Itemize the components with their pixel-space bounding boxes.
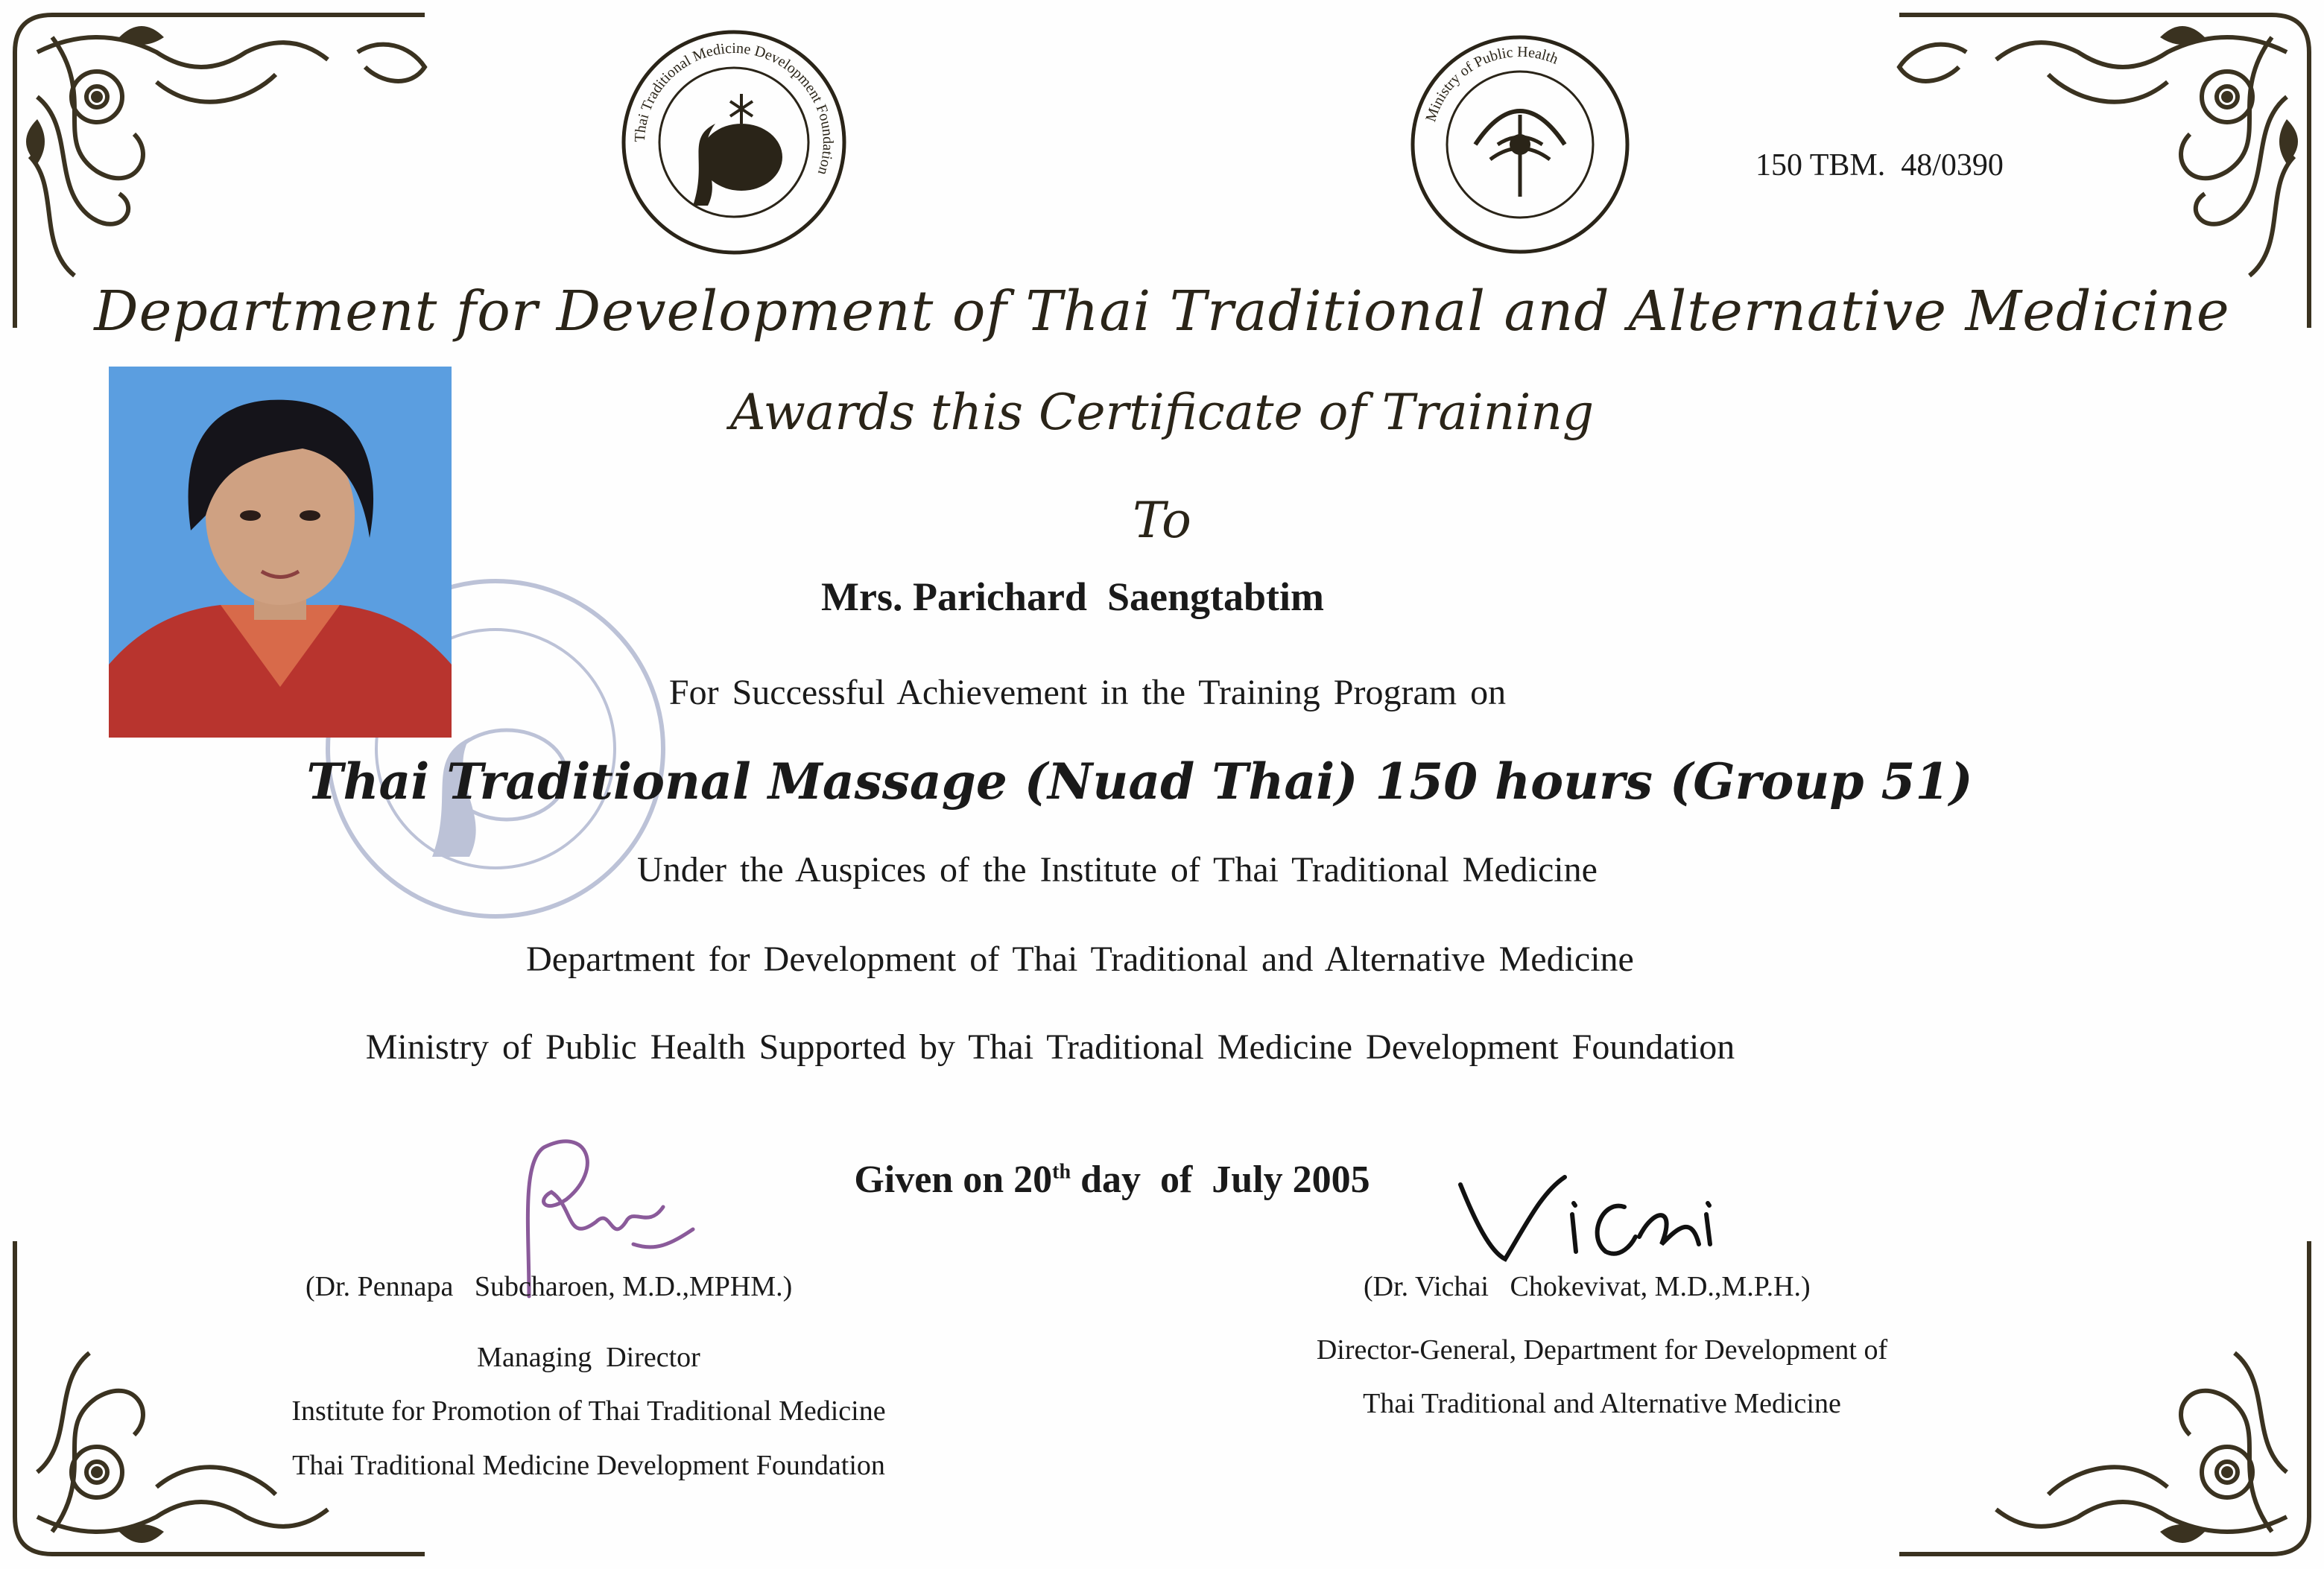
certificate-award-line: Awards this Certificate of Training xyxy=(729,384,1595,441)
left-signatory-title-3: Thai Traditional Medicine Development Foundation xyxy=(292,1450,885,1481)
right-signatory-title-1: Director-General, Department for Development of xyxy=(1316,1334,1888,1366)
auspices-line-1: Under the Auspices of the Institute of Thai Traditional Medicine xyxy=(637,850,1598,890)
given-date-rest: day of July 2005 xyxy=(1071,1158,1370,1201)
right-signatory-title-2: Thai Traditional and Alternative Medicine xyxy=(1363,1388,1841,1419)
auspices-line-2: Department for Development of Thai Traditional and Alternative Medicine xyxy=(526,939,1634,979)
left-signatory-title-2: Institute for Promotion of Thai Traditional Medicine xyxy=(291,1395,886,1427)
certificate-issuer-heading: Department for Development of Thai Traditional and Alternative Medicine xyxy=(94,279,2230,343)
given-date-ordinal: th xyxy=(1052,1160,1071,1184)
reference-number: 150 TBM. 48/0390 xyxy=(1755,148,2004,183)
program-title: Thai Traditional Massage (Nuad Thai) 150 hours (Group 51) xyxy=(306,752,1973,811)
achievement-line: For Successful Achievement in the Training Program on xyxy=(668,673,1507,712)
left-signatory-title-1: Managing Director xyxy=(477,1342,700,1373)
svg-text:Ministry of Public Health: Ministry of Public Health xyxy=(1422,43,1561,124)
svg-text:Thai Traditional Medicine Deve: Thai Traditional Medicine Development Foundation xyxy=(631,39,837,177)
left-signatory-name: (Dr. Pennapa Subcharoen, M.D.,MPHM.) xyxy=(305,1271,793,1302)
right-signature xyxy=(1453,1162,1751,1281)
ministry-seal xyxy=(1408,33,1632,256)
foundation-seal xyxy=(618,27,849,258)
given-date xyxy=(0,1114,2264,1202)
recipient-name: Mrs. Parichard Saengtabtim xyxy=(821,574,1324,619)
right-signatory-name: (Dr. Vichai Chokevivat, M.D.,M.P.H.) xyxy=(1364,1271,1811,1302)
certificate-to-line: To xyxy=(1133,492,1191,549)
given-date-prefix: Given on 20 xyxy=(854,1158,1053,1201)
auspices-line-3: Ministry of Public Health Supported by Thai Traditional Medicine Development Foundation xyxy=(365,1027,1735,1067)
